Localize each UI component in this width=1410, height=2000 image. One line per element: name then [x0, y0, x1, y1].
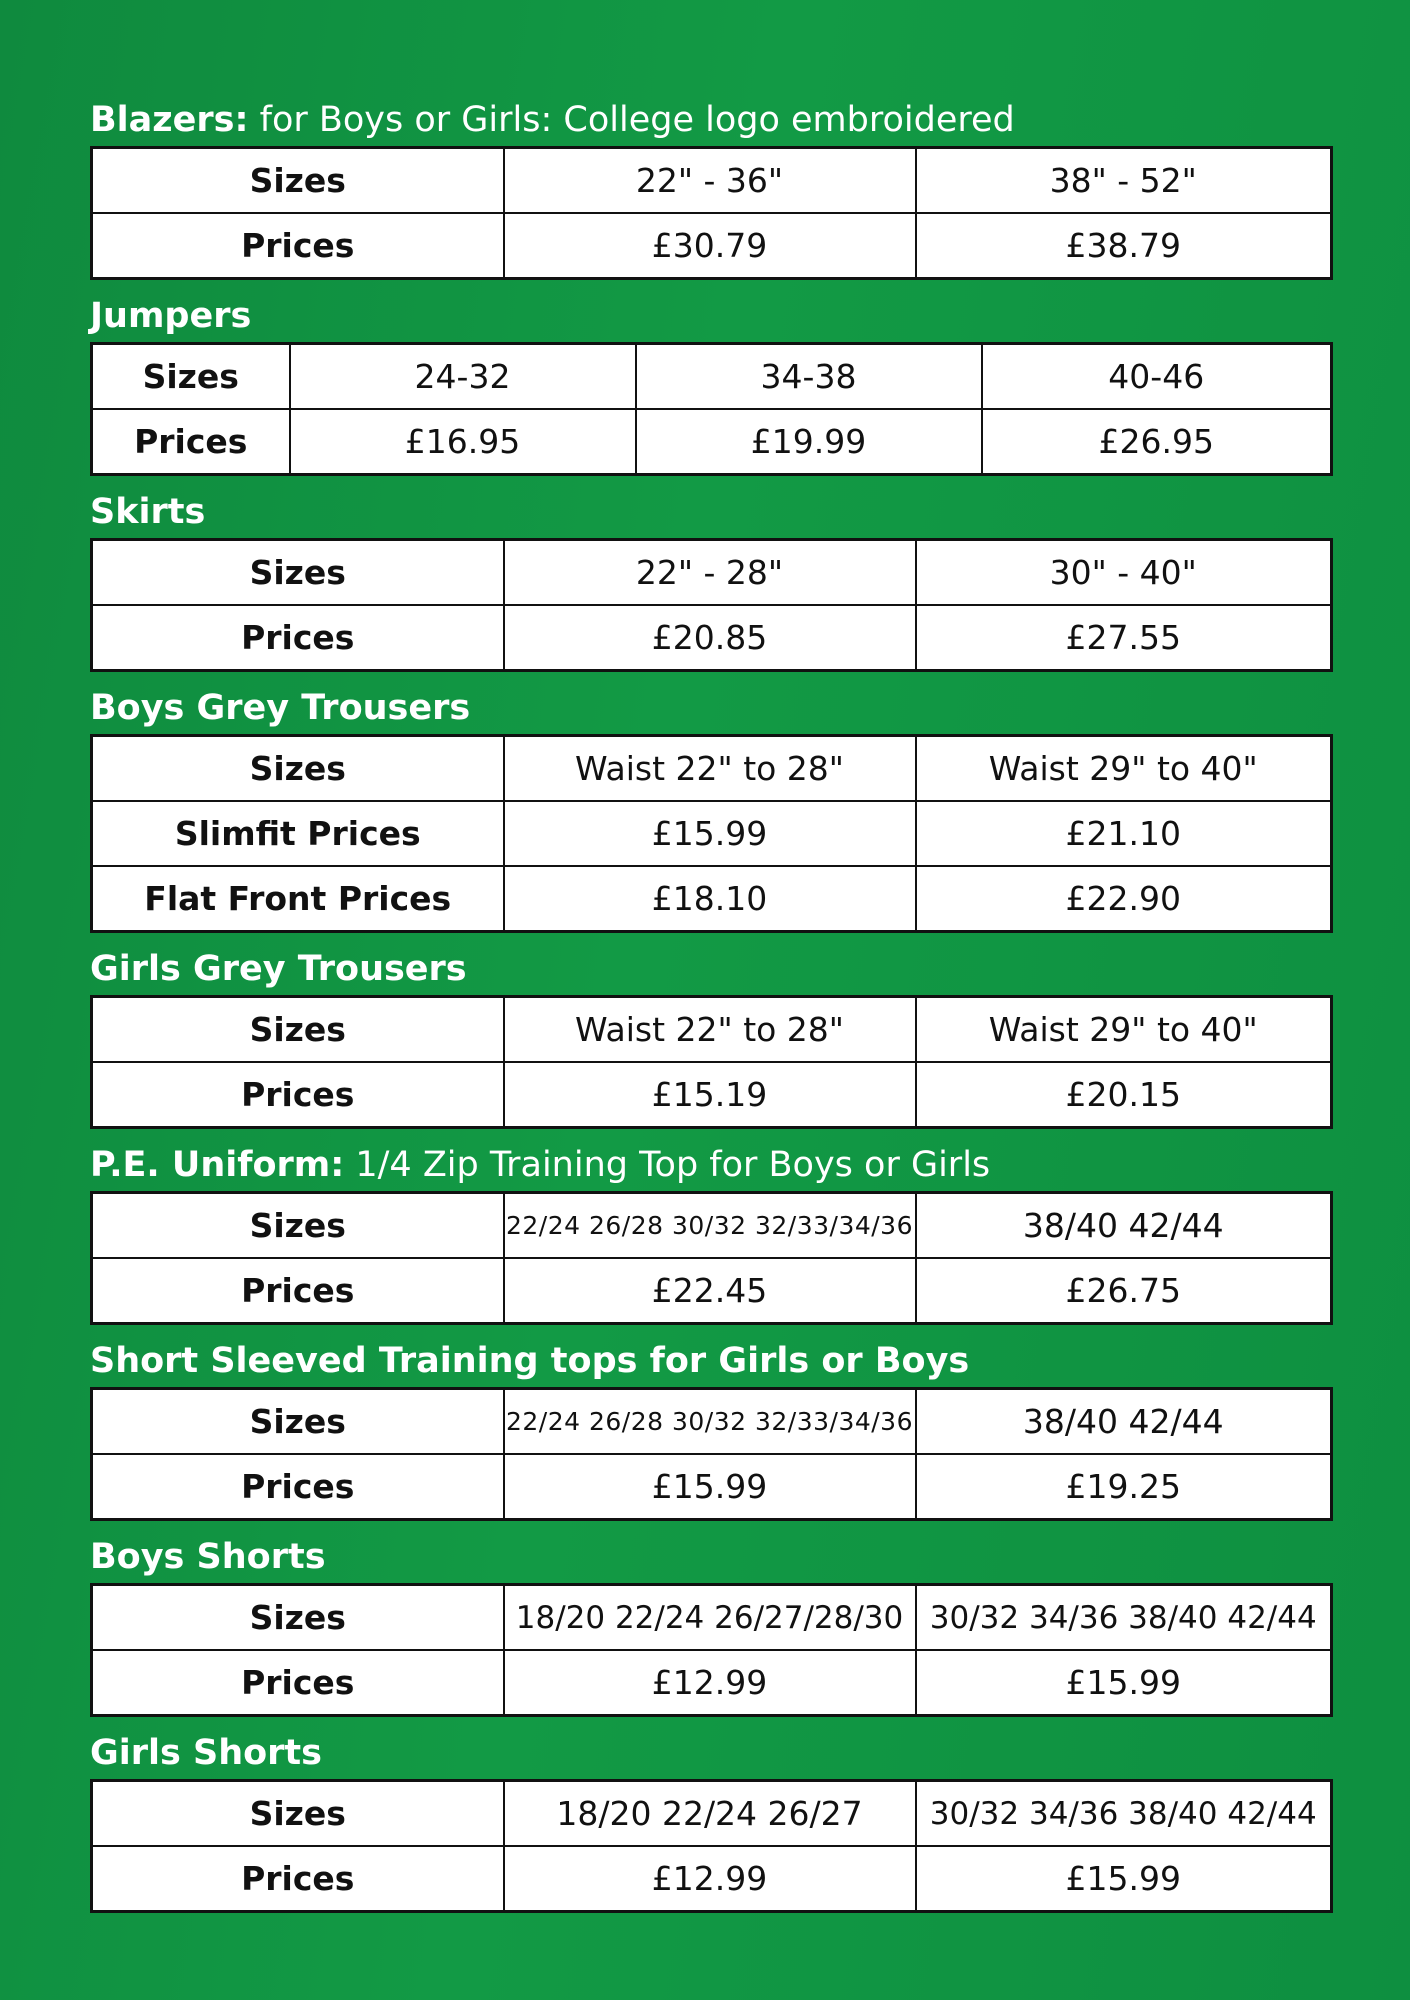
price-cell: £19.99 [636, 409, 982, 475]
price-table [90, 538, 1333, 672]
price-cell: £15.99 [916, 1846, 1332, 1912]
row-label: Flat Front Prices [92, 866, 504, 932]
size-cell: 40-46 [982, 344, 1332, 410]
size-cell: 30/32 34/36 38/40 42/44 [916, 1585, 1332, 1651]
price-cell: £22.45 [504, 1258, 916, 1324]
section-heading-lead: P.E. Uniform: [90, 1145, 345, 1185]
price-cell: £16.95 [290, 409, 636, 475]
table-row [92, 1781, 1332, 1847]
price-table [90, 734, 1333, 933]
section-heading [90, 96, 1330, 144]
price-cell: £26.75 [916, 1258, 1332, 1324]
price-cell: £22.90 [916, 866, 1332, 932]
price-cell: £26.95 [982, 409, 1332, 475]
size-cell: 22/24 26/28 30/32 32/33/34/36 [504, 1193, 916, 1259]
section-heading [90, 684, 1330, 732]
row-label: Sizes [92, 736, 504, 802]
table-row [92, 1258, 1332, 1324]
uniform-section [90, 488, 1330, 672]
size-cell: Waist 22" to 28" [504, 736, 916, 802]
price-cell: £20.85 [504, 605, 916, 671]
table-row [92, 540, 1332, 606]
size-cell: 18/20 22/24 26/27/28/30 [504, 1585, 916, 1651]
size-cell: 38" - 52" [916, 148, 1332, 214]
size-cell: 18/20 22/24 26/27 [504, 1781, 916, 1847]
row-label: Sizes [92, 344, 290, 410]
price-cell: £30.79 [504, 213, 916, 279]
size-cell: 38/40 42/44 [916, 1389, 1332, 1455]
table-row [92, 1846, 1332, 1912]
section-heading-lead: Blazers: [90, 100, 249, 140]
row-label: Prices [92, 1062, 504, 1128]
uniform-section [90, 1729, 1330, 1913]
price-cell: £27.55 [916, 605, 1332, 671]
price-cell: £15.99 [504, 801, 916, 866]
row-label: Sizes [92, 1389, 504, 1455]
section-heading-lead: Girls Grey Trousers [90, 949, 467, 989]
table-row [92, 1585, 1332, 1651]
section-heading [90, 1141, 1330, 1189]
section-heading [90, 1729, 1330, 1777]
price-cell: £12.99 [504, 1846, 916, 1912]
table-row [92, 344, 1332, 410]
uniform-section [90, 684, 1330, 933]
row-label: Slimfit Prices [92, 801, 504, 866]
table-row [92, 605, 1332, 671]
section-heading-lead: Boys Grey Trousers [90, 688, 471, 728]
uniform-section [90, 945, 1330, 1129]
price-cell: £20.15 [916, 1062, 1332, 1128]
price-cell: £15.99 [504, 1454, 916, 1520]
row-label: Sizes [92, 997, 504, 1063]
uniform-section [90, 292, 1330, 476]
section-heading-lead: Girls Shorts [90, 1733, 322, 1773]
row-label: Prices [92, 605, 504, 671]
row-label: Sizes [92, 540, 504, 606]
section-heading-rest: 1/4 Zip Training Top for Boys or Girls [344, 1145, 991, 1185]
price-cell: £19.25 [916, 1454, 1332, 1520]
table-row [92, 866, 1332, 932]
size-cell: 22" - 36" [504, 148, 916, 214]
table-row [92, 801, 1332, 866]
price-table [90, 995, 1333, 1129]
row-label: Prices [92, 1454, 504, 1520]
size-cell: 22/24 26/28 30/32 32/33/34/36 [504, 1389, 916, 1455]
uniform-section [90, 96, 1330, 280]
price-cell: £38.79 [916, 213, 1332, 279]
section-heading [90, 1337, 1330, 1385]
table-row [92, 736, 1332, 802]
size-cell: 30" - 40" [916, 540, 1332, 606]
table-row [92, 213, 1332, 279]
section-heading-lead: Jumpers [90, 296, 252, 336]
row-label: Sizes [92, 1585, 504, 1651]
table-row [92, 1193, 1332, 1259]
price-cell: £15.99 [916, 1650, 1332, 1716]
table-row [92, 1454, 1332, 1520]
section-heading-rest: for Boys or Girls: College logo embroidered [248, 100, 1015, 140]
row-label: Sizes [92, 148, 504, 214]
price-table [90, 1191, 1333, 1325]
price-cell: £21.10 [916, 801, 1332, 866]
size-cell: 34-38 [636, 344, 982, 410]
price-table [90, 1779, 1333, 1913]
section-heading [90, 945, 1330, 993]
row-label: Sizes [92, 1193, 504, 1259]
row-label: Prices [92, 213, 504, 279]
price-cell: £18.10 [504, 866, 916, 932]
uniform-section [90, 1337, 1330, 1521]
row-label: Prices [92, 1846, 504, 1912]
table-row [92, 409, 1332, 475]
table-row [92, 1650, 1332, 1716]
section-heading [90, 1533, 1330, 1581]
row-label: Prices [92, 1258, 504, 1324]
section-heading-lead: Short Sleeved Training tops for Girls or Boys [90, 1341, 970, 1381]
price-table [90, 1387, 1333, 1521]
row-label: Prices [92, 409, 290, 475]
price-list [90, 96, 1330, 1925]
uniform-section [90, 1141, 1330, 1325]
price-cell: £12.99 [504, 1650, 916, 1716]
section-heading [90, 488, 1330, 536]
size-cell: Waist 29" to 40" [916, 736, 1332, 802]
price-cell: £15.19 [504, 1062, 916, 1128]
section-heading-lead: Skirts [90, 492, 206, 532]
table-row [92, 148, 1332, 214]
size-cell: Waist 22" to 28" [504, 997, 916, 1063]
price-table [90, 146, 1333, 280]
price-table [90, 342, 1333, 476]
size-cell: 24-32 [290, 344, 636, 410]
section-heading [90, 292, 1330, 340]
size-cell: 38/40 42/44 [916, 1193, 1332, 1259]
table-row [92, 1389, 1332, 1455]
size-cell: 30/32 34/36 38/40 42/44 [916, 1781, 1332, 1847]
size-cell: Waist 29" to 40" [916, 997, 1332, 1063]
size-cell: 22" - 28" [504, 540, 916, 606]
price-table [90, 1583, 1333, 1717]
row-label: Sizes [92, 1781, 504, 1847]
uniform-section [90, 1533, 1330, 1717]
table-row [92, 1062, 1332, 1128]
table-row [92, 997, 1332, 1063]
section-heading-lead: Boys Shorts [90, 1537, 326, 1577]
row-label: Prices [92, 1650, 504, 1716]
